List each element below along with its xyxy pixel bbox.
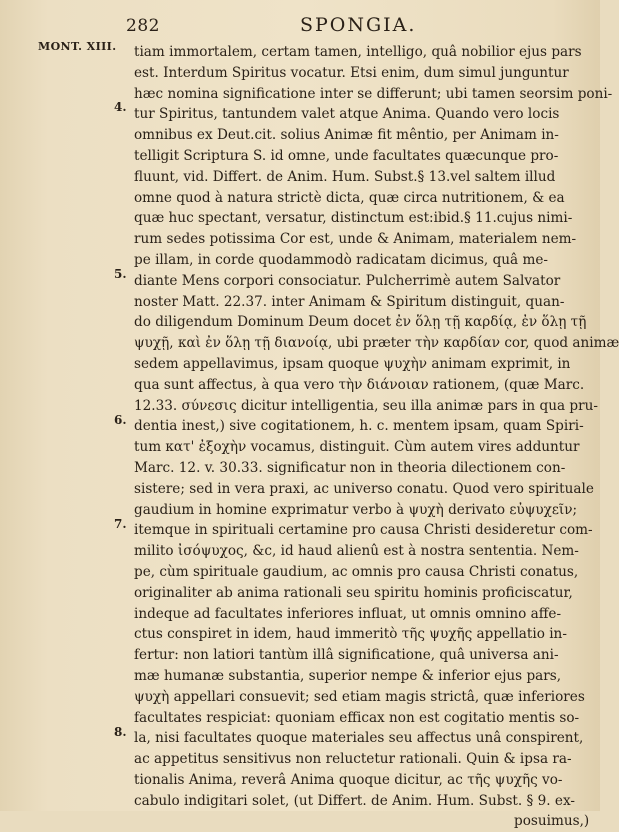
body-text xyxy=(134,42,619,832)
text-line: posuimus,) xyxy=(514,813,590,830)
text-line: itemque in spirituali certamine pro causa Christi desideretur com- xyxy=(134,522,593,539)
text-line: est. Interdum Spiritus vocatur. Etsi enim, dum simul junguntur xyxy=(134,64,569,81)
text-line: mæ humanæ substantia, superior nempe & inferior ejus pars, xyxy=(134,667,562,684)
text-line: fluunt, vid. Differt. de Anim. Hum. Subst.§ 13.vel saltem illud xyxy=(134,168,556,185)
text-line: tiam immortalem, certam tamen, intelligo, quâ nobilior ejus pars xyxy=(134,44,582,60)
text-line: noster Matt. 22.37. inter Animam & Spiritum distinguit, quan- xyxy=(134,293,565,310)
text-line: omne quod à natura strictè dicta, quæ circa nutritionem, & ea xyxy=(134,189,565,206)
text-line: tionalis Anima, reverâ Anima quoque dicitur, ac τῆς ψυχῆς vo- xyxy=(134,771,563,788)
text-line: la, nisi facultates quoque materiales seu affectus unâ conspirent, xyxy=(134,730,584,747)
running-head: SPONGIA. xyxy=(300,14,417,36)
text-line: fertur: non latiori tantùm illâ significatione, quâ universa ani- xyxy=(134,647,559,664)
text-line: quæ huc spectant, versatur, distinctum est:ibid.§ 11.cujus nimi- xyxy=(134,210,573,227)
text-line: pe, cùm spirituale gaudium, ac omnis pro causa Christi conatus, xyxy=(134,563,579,580)
margin-number: 6. xyxy=(114,413,127,427)
text-line: tum κατ' ἐξοχὴν vocamus, distinguit. Cùm autem vires adduntur xyxy=(134,439,580,456)
text-line: ψυχὴ appellari consuevit; sed etiam magis strictâ, quæ inferiores xyxy=(134,688,585,705)
text-line: Marc. 12. v. 30.33. significatur non in theoria dilectionem con- xyxy=(134,459,566,476)
text-line: sedem appellavimus, ipsam quoque ψυχὴν animam exprimit, in xyxy=(134,355,571,372)
margin-number: 7. xyxy=(114,517,127,531)
text-line: tur Spiritus, tantundem valet atque Anima. Quando vero locis xyxy=(134,106,560,123)
margin-signature: MONT. XIII. xyxy=(38,40,117,53)
text-line: omnibus ex Deut.cit. solius Animæ fit mêntio, per Animam in- xyxy=(134,127,559,144)
text-line: qua sunt affectus, à qua vero τὴν διάνοιαν rationem, (quæ Marc. xyxy=(134,376,585,393)
text-line: ψυχῇ, καὶ ἐν ὅλῃ τῇ διανοίᾳ, ubi præter τὴν καρδίαν cor, quod animæ xyxy=(134,335,619,352)
text-line: milito ἰσόψυχος, &c, id haud alienû est à nostra sententia. Nem- xyxy=(134,543,579,560)
margin-number: 8. xyxy=(114,725,127,739)
text-line: diante Mens corpori consociatur. Pulcherrimè autem Salvator xyxy=(134,272,561,289)
text-line: pe illam, in corde quodammodò radicatam dicimus, quâ me- xyxy=(134,251,548,268)
text-line: sistere; sed in vera praxi, ac universo conatu. Quod vero spirituale xyxy=(134,480,594,497)
text-line: do diligendum Dominum Deum docet ἐν ὅλῃ τῇ καρδίᾳ, ἐν ὅλῃ τῇ xyxy=(134,314,587,331)
margin-number: 4. xyxy=(114,100,127,114)
text-line: telligit Scriptura S. id omne, unde facultates quæcunque pro- xyxy=(134,147,559,164)
margin-number: 5. xyxy=(114,267,127,281)
text-line: 12.33. σύνεσις dicitur intelligentia, seu illa animæ pars in qua pru- xyxy=(134,397,598,414)
text-line: ctus conspiret in idem, haud immeritò τῆς ψυχῆς appellatio in- xyxy=(134,626,567,643)
page-number: 282 xyxy=(126,16,160,36)
text-line: ac appetitus sensitivus non reluctetur rationali. Quin & ipsa ra- xyxy=(134,751,572,768)
text-line: facultates respiciat: quoniam efficax non est cogitatio mentis so- xyxy=(134,709,580,726)
text-line: gaudium in homine exprimatur verbo à ψυχὴ derivato εὐψυχεῖν; xyxy=(134,501,578,518)
text-line: cabulo indigitari solet, (ut Differt. de Anim. Hum. Subst. § 9. ex- xyxy=(134,792,576,809)
text-line: rum sedes potissima Cor est, unde & Animam, materialem nem- xyxy=(134,231,577,248)
text-line: dentia inest,) sive cogitationem, h. c. mentem ipsam, quam Spiri- xyxy=(134,418,584,435)
text-line: originaliter ab anima rationali seu spiritu hominis proficiscatur, xyxy=(134,584,573,601)
page-header xyxy=(0,14,600,38)
text-line: indeque ad facultates inferiores influat, ut omnis omnino affe- xyxy=(134,605,562,622)
text-line: hæc nomina significatione inter se differunt; ubi tamen seorsim poni- xyxy=(134,85,613,102)
